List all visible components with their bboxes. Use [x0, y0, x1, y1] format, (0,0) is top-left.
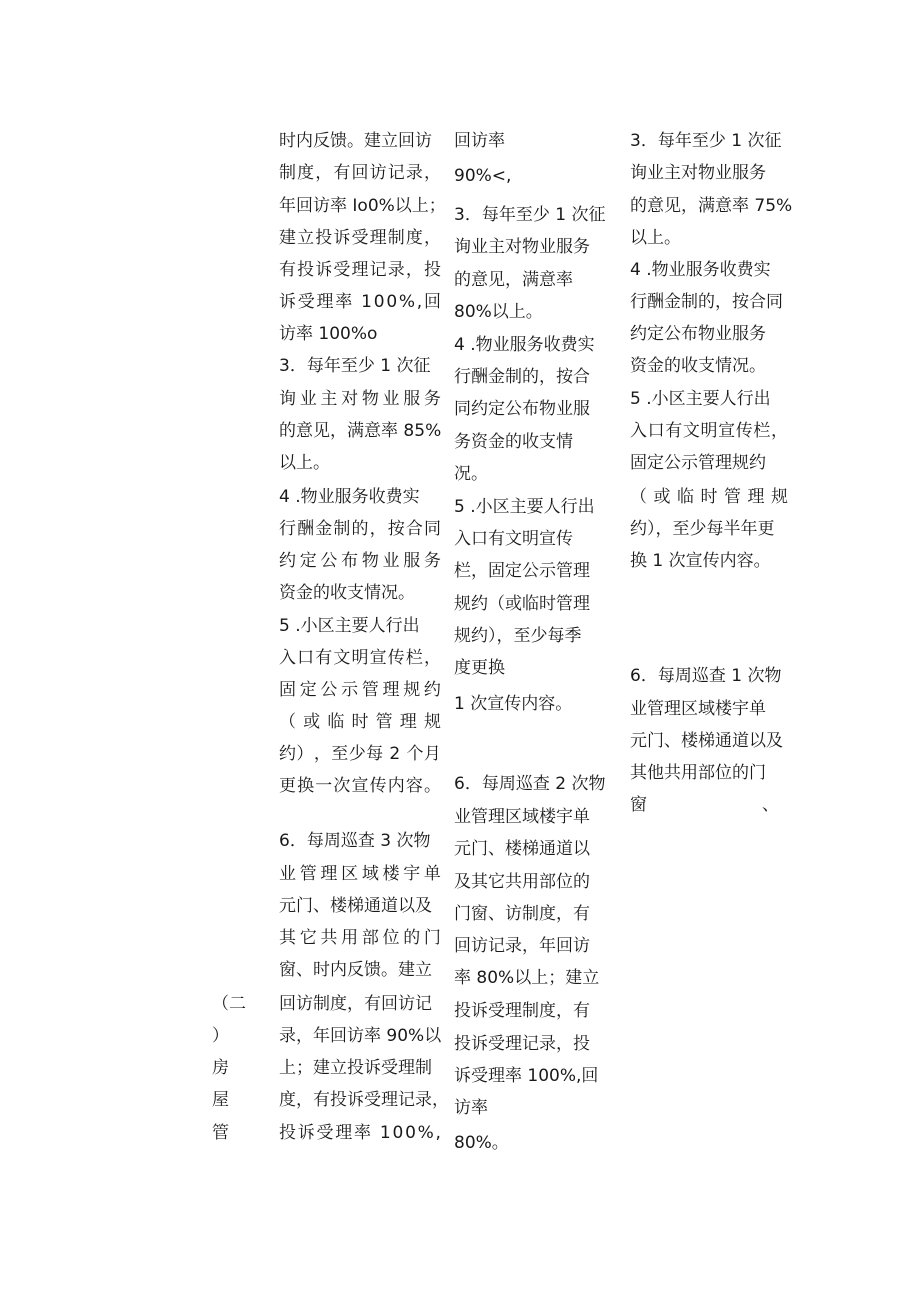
- text-line: 5 .小区主要人行出: [630, 389, 771, 409]
- text-line: 门窗、访制度，有: [454, 904, 590, 924]
- text-line: （ 或 临 时 管 理 规: [630, 487, 788, 507]
- text-line: 有 投 诉 受 理 记 录 ， 投: [279, 260, 441, 280]
- text-line: 5 .小区主要人行出: [454, 497, 595, 517]
- text-line: ）: [212, 1026, 229, 1046]
- text-line: 4 .物业服务收费实: [279, 487, 420, 507]
- text-line: 元门、楼梯通道以及: [279, 896, 432, 916]
- text-line: 况。: [454, 464, 488, 484]
- text-line: 入 口 有 文 明 宣 传 栏 ，: [630, 421, 788, 441]
- text-line: 80%以上。: [454, 302, 543, 322]
- text-line: 录，年回访率 90%以: [279, 1026, 442, 1046]
- text-line: 约 定 公 布 物 业 服 务: [279, 551, 441, 571]
- text-line: 其 它 共 用 部 位 的 门: [279, 928, 441, 948]
- text-line: 询 业 主 对 物 业 服 务: [279, 389, 441, 409]
- text-line: 固定公示管理规约: [630, 453, 766, 473]
- text-line: 率 80%以上；建立: [454, 968, 600, 988]
- text-line: 投诉受理制度，有: [454, 1001, 590, 1021]
- text-line: 规约（或临时管理: [454, 594, 590, 614]
- text-line: 时内反馈。建立回访: [279, 131, 432, 151]
- text-line: 3．每年至少 1 次征: [630, 131, 782, 151]
- text-line: 元门、楼梯通道以: [454, 839, 590, 859]
- text-line: 6．每周巡查 2 次物: [454, 774, 606, 794]
- text-line: 访率: [454, 1098, 488, 1118]
- text-line: 固 定 公 示 管 理 规 约: [279, 680, 441, 700]
- text-line: 屋: [212, 1090, 229, 1110]
- text-line: 制 度 ， 有 回 访 记 录 ，: [279, 163, 441, 183]
- text-line: 窗、时内反馈。建立: [279, 960, 432, 980]
- text-line: 行 酬 金 制 的 ， 按 合 同: [279, 519, 441, 539]
- text-line: 元门、楼梯通道以及: [630, 731, 783, 751]
- text-line: 管: [212, 1123, 229, 1143]
- text-line: 及其它共用部位的: [454, 872, 590, 892]
- text-line: （二: [212, 994, 246, 1014]
- text-line: 资金的收支情况。: [279, 583, 415, 603]
- text-line: 3．每年至少 1 次征: [454, 205, 606, 225]
- text-line: 以上。: [279, 453, 330, 473]
- text-line: 的 意 见 ， 满 意 率 8 5 %: [279, 421, 442, 441]
- text-line: 的意见，满意率 75%: [630, 196, 793, 216]
- text-line: 窗: [630, 795, 647, 815]
- text-line: 务资金的收支情: [454, 432, 573, 452]
- text-line: 入 口 有 文 明 宣 传 栏 ，: [279, 648, 441, 668]
- text-line: 房: [212, 1058, 229, 1078]
- text-line: 回访制度，有回访记: [279, 994, 432, 1014]
- text-line: 诉受理率 100%,回: [454, 1066, 599, 1086]
- text-line: 约 ） ， 至 少 每 2 个 月: [279, 744, 441, 764]
- text-line: 上；建立投诉受理制: [279, 1058, 432, 1078]
- text-line: 同约定公布物业服: [454, 399, 590, 419]
- text-line: 3．每年至少 1 次征: [279, 356, 431, 376]
- text-line: 业 管 理 区 域 楼 宇 单: [279, 864, 441, 884]
- text-line: 业管理区域楼宇单: [630, 699, 766, 719]
- text-line: 规约），至少每季: [454, 626, 582, 646]
- text-line: 更 换 一 次 宣 传 内 容 。: [279, 776, 441, 796]
- text-line: 行酬金制的，按合: [454, 367, 590, 387]
- text-line: 其他共用部位的门: [630, 763, 766, 783]
- text-line: 约定公布物业服务: [630, 324, 766, 344]
- text-line: 行酬金制的，按合同: [630, 292, 783, 312]
- text-line: 6．每周巡查 1 次物: [630, 666, 782, 686]
- text-line: 度更换: [454, 658, 505, 678]
- text-line: 询业主对物业服务: [454, 237, 590, 257]
- text-line: 度 ， 有 投 诉 受 理 记 录 ，: [279, 1090, 449, 1110]
- text-line: 回访记录，年回访: [454, 936, 590, 956]
- text-line: （ 或 临 时 管 理 规: [279, 712, 441, 732]
- text-line: 业管理区域楼宇单: [454, 807, 590, 827]
- text-line: 回访率: [454, 131, 505, 151]
- text-line: 6．每周巡查 3 次物: [279, 831, 431, 851]
- text-line: 90%<,: [454, 166, 512, 186]
- text-line: 约），至少每半年更: [630, 519, 775, 539]
- text-line: 5 .小区主要人行出: [279, 616, 420, 636]
- text-line: 资金的收支情况。: [630, 356, 766, 376]
- trailing-punctuation: 、: [762, 795, 779, 815]
- text-line: 投诉受理记录，投: [454, 1034, 590, 1054]
- text-line: 以上。: [630, 228, 681, 248]
- text-line: 入口有文明宣传: [454, 529, 573, 549]
- text-line: 1 次宣传内容。: [454, 694, 573, 714]
- text-line: 诉 受 理 率 1 0 0 % , 回: [279, 292, 441, 312]
- text-line: 栏，固定公示管理: [454, 561, 590, 581]
- text-line: 建 立 投 诉 受 理 制 度 ，: [279, 228, 441, 248]
- text-line: 80%。: [454, 1133, 509, 1153]
- text-line: 的意见，满意率: [454, 270, 573, 290]
- text-line: 询业主对物业服务: [630, 163, 766, 183]
- text-line: 访率 100%o: [279, 324, 378, 344]
- text-line: 年回访率 Io0%以上；: [279, 196, 446, 216]
- text-line: 4 .物业服务收费实: [630, 260, 771, 280]
- text-line: 换 1 次宣传内容。: [630, 551, 771, 571]
- text-line: 投 诉 受 理 率 1 0 0 % ,: [279, 1123, 441, 1143]
- text-line: 4 .物业服务收费实: [454, 335, 595, 355]
